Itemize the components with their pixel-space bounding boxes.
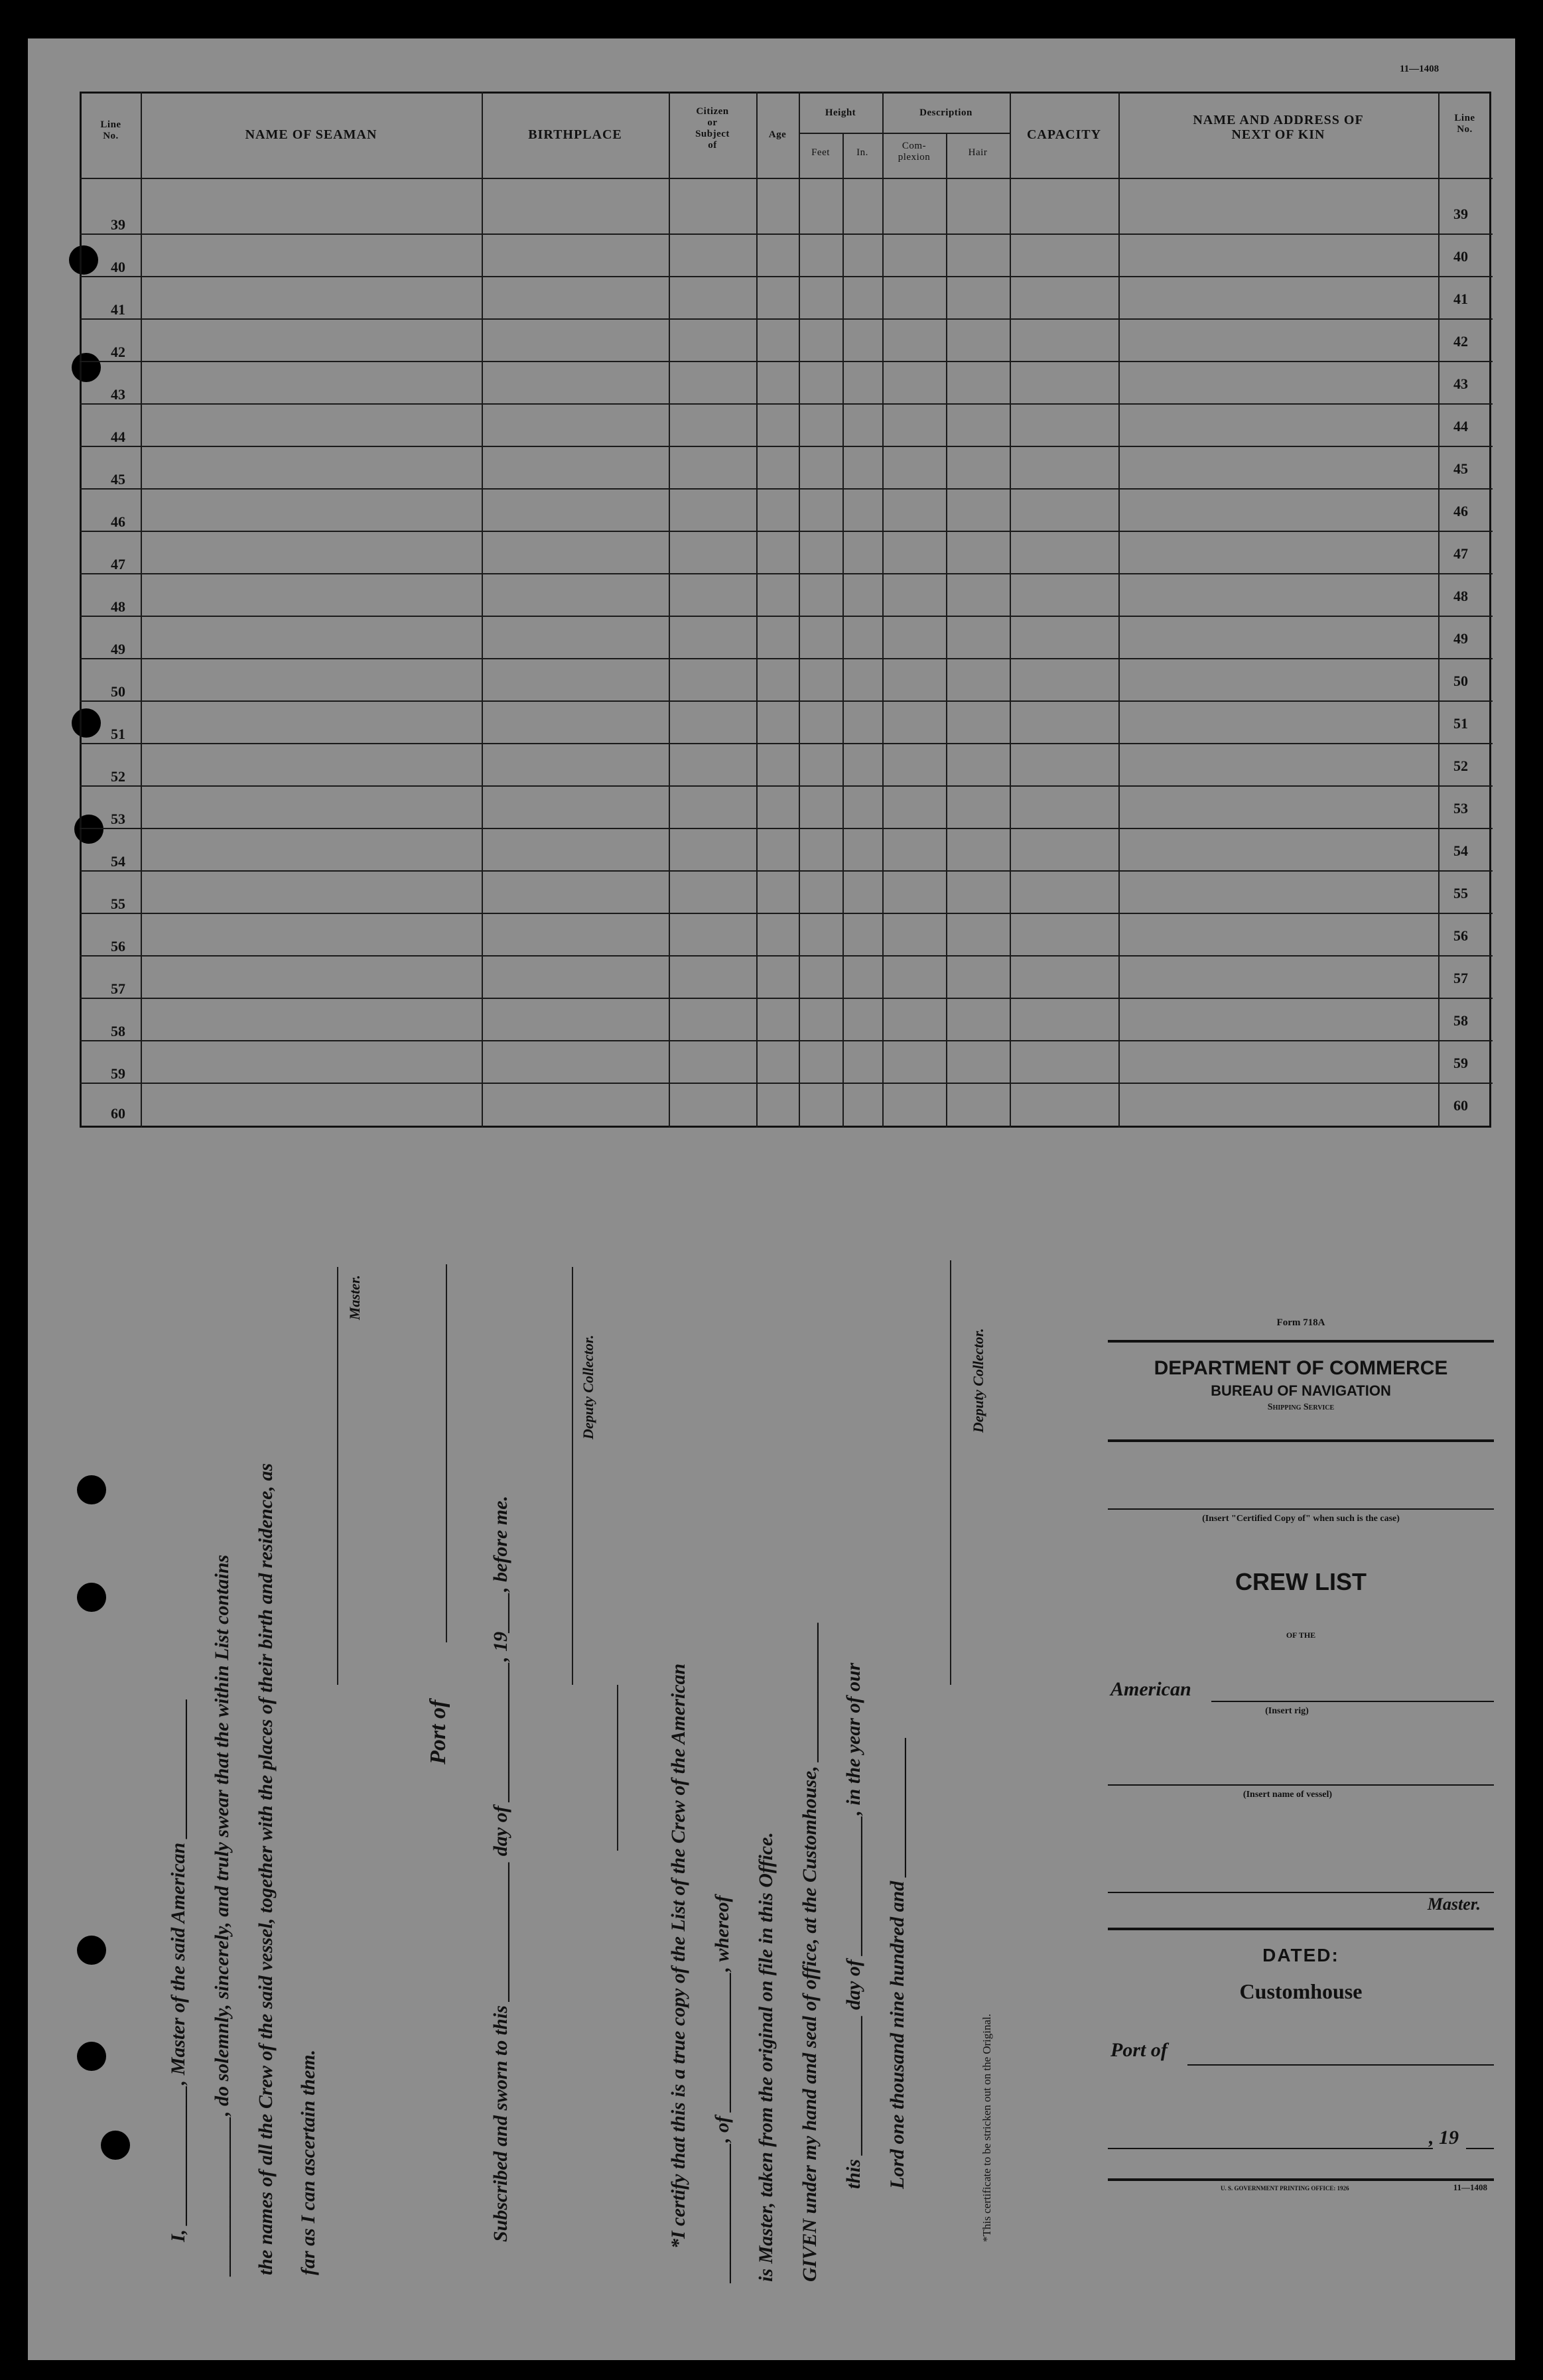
column-divider [669,92,670,1128]
cover-port-of: Port of [1110,2039,1168,2061]
row-rule [80,955,1493,957]
line-number-right: 39 [1453,206,1468,222]
punch-hole [77,1475,106,1504]
column-divider [1118,92,1120,1128]
deputy-collector-label-1: Deputy Collector. [580,1335,596,1439]
oath-subscribed: Subscribed and sworn to this ______________ day of ______________, 19____, before me. [490,1495,511,2242]
line-number-left: 53 [111,811,125,827]
row-rule [80,276,1493,277]
cover-service: Shipping Service [1267,1402,1335,1412]
row-rule [80,446,1493,447]
row-rule [80,318,1493,320]
certificate-line-5: this ______________ day of ______________, in the year of our [842,1662,864,2189]
line-number-left: 57 [111,980,125,997]
height-subheader-rule [799,133,1010,134]
header-capacity: CAPACITY [1026,127,1102,142]
row-rule [80,828,1493,829]
cover-form-number-bottom: 11—1408 [1453,2182,1487,2192]
oath-port-of: Port of [426,1699,450,1764]
row-rule [80,998,1493,999]
line-number-left: 43 [111,386,125,403]
deputy-collector-label-2: Deputy Collector. [970,1328,986,1433]
column-divider [946,133,947,1128]
deputy-collector-line-1 [572,1267,573,1685]
column-divider [882,92,884,1128]
line-number-left: 54 [111,853,125,870]
header-age: Age [768,129,787,140]
cover-gpo: U. S. GOVERNMENT PRINTING OFFICE: 1926 [1221,2185,1349,2192]
row-rule [80,403,1493,405]
column-divider [141,92,142,1128]
line-number-left: 40 [111,259,125,275]
line-number-left: 42 [111,344,125,360]
line-number-right: 50 [1453,673,1468,689]
header-birthplace: BIRTHPLACE [528,127,622,142]
cover-certified-line [1108,1508,1494,1510]
certificate-footnote: *This certificate to be stricken out on the Original. [980,2013,993,2242]
row-rule [80,488,1493,490]
cover-rule [1108,1928,1494,1930]
header-line-no-right: Line No. [1454,113,1475,135]
punch-hole [77,1936,106,1965]
line-number-right: 44 [1453,418,1468,434]
cover-master: Master. [1427,1894,1481,1914]
column-divider [1010,92,1011,1128]
line-number-right: 55 [1453,885,1468,901]
column-divider [842,133,844,1128]
cover-rule [1108,1439,1494,1442]
line-number-left: 60 [111,1105,125,1122]
line-number-left: 50 [111,683,125,700]
row-rule [80,785,1493,787]
line-number-left: 46 [111,513,125,530]
column-divider [482,92,483,1128]
row-rule [80,700,1493,702]
line-number-left: 58 [111,1023,125,1039]
row-rule [80,913,1493,914]
row-rule [80,1040,1493,1041]
cover-rig-line [1211,1701,1494,1702]
row-rule [80,573,1493,574]
row-rule [80,361,1493,362]
line-number-right: 57 [1453,970,1468,986]
punch-hole [77,2042,106,2071]
master-signature-line [337,1267,338,1685]
cover-master-line [1108,1892,1494,1893]
cover-insert-certified: (Insert "Certified Copy of" when such is the case) [1202,1514,1400,1524]
form-number-top: 11—1408 [1400,64,1440,74]
row-rule [80,616,1493,617]
line-number-right: 56 [1453,927,1468,944]
deputy-collector-line-2 [950,1260,951,1685]
separator-line [617,1685,618,1851]
line-number-left: 39 [111,216,125,233]
line-number-right: 60 [1453,1097,1468,1114]
line-number-right: 49 [1453,630,1468,647]
row-rule [80,870,1493,872]
line-number-right: 59 [1453,1055,1468,1071]
row-rule [80,1083,1493,1084]
certificate-line-3: is Master, taken from the original on file in this Office. [755,1832,777,2282]
oath-line-4: far as I can ascertain them. [297,2049,319,2275]
line-number-right: 46 [1453,503,1468,519]
line-number-left: 48 [111,598,125,615]
line-number-left: 49 [111,641,125,657]
cover-of-the: OF THE [1286,1630,1316,1640]
line-number-right: 54 [1453,842,1468,859]
cover-department: DEPARTMENT OF COMMERCE [1154,1357,1448,1379]
line-number-left: 59 [111,1065,125,1082]
row-rule [80,658,1493,659]
line-number-right: 48 [1453,588,1468,604]
line-number-right: 47 [1453,545,1468,562]
cover-year-line [1466,2148,1494,2149]
cover-insert-rig: (Insert rig) [1265,1706,1309,1716]
line-number-right: 51 [1453,715,1468,732]
header-citizen: Citizen or Subject of [695,106,730,151]
cover-rule [1108,2178,1494,2181]
punch-hole [77,1583,106,1612]
header-next-of-kin: NAME AND ADDRESS OF NEXT OF KIN [1193,113,1364,142]
line-number-left: 44 [111,429,125,445]
header-line-no-left: Line No. [100,119,121,141]
line-number-left: 47 [111,556,125,572]
line-number-left: 45 [111,471,125,488]
line-number-right: 41 [1453,291,1468,307]
header-hair: Hair [968,147,988,158]
cover-rule [1108,1340,1494,1343]
cover-port-line [1187,2064,1494,2066]
header-inches: In. [856,147,868,158]
oath-master-label: Master. [346,1275,363,1320]
cover-customhouse: Customhouse [1239,1979,1363,2003]
cover-insert-vessel: (Insert name of vessel) [1242,1790,1333,1800]
column-divider [799,92,800,1128]
certificate-line-1: *I certify that this is a true copy of the List of the Crew of the American [667,1663,689,2249]
line-number-left: 56 [111,938,125,955]
cover-dated: DATED: [1262,1945,1339,1965]
header-feet: Feet [811,147,830,158]
column-divider [756,92,758,1128]
line-number-left: 51 [111,726,125,742]
oath-line-3: the names of all the Crew of the said vessel, together with the places of their birth and residence, as [255,1463,277,2275]
line-number-right: 58 [1453,1012,1468,1029]
oath-line-2: ________________, do solemnly, sincerely, and truly swear that the within List contains [211,1554,233,2275]
cover-date-line [1108,2148,1433,2149]
header-rule [80,178,1493,179]
oath-line-1: I, ______________, Master of the said American ______________ [167,1698,189,2242]
cover-bureau: BUREAU OF NAVIGATION [1211,1382,1391,1399]
column-divider [1438,92,1440,1128]
line-number-right: 43 [1453,375,1468,392]
line-number-right: 42 [1453,333,1468,350]
crew-table [80,92,1491,1128]
row-rule [80,531,1493,532]
punch-hole [101,2131,130,2160]
line-number-right: 53 [1453,800,1468,817]
line-number-left: 52 [111,768,125,785]
line-number-right: 40 [1453,248,1468,265]
row-rule [80,233,1493,235]
line-number-left: 41 [111,301,125,318]
header-description: Description [919,107,973,118]
certificate-line-2: ______________, of ______________, whereof [711,1895,733,2282]
cover-year: , 19 [1429,2127,1459,2149]
line-number-right: 45 [1453,460,1468,477]
port-of-line [446,1264,447,1642]
cover-crew-list: CREW LIST [1235,1568,1367,1595]
line-number-left: 55 [111,895,125,912]
certificate-line-4: GIVEN under my hand and seal of office, at the Customhouse, ______________ [799,1621,821,2282]
row-rule [80,743,1493,744]
header-height: Height [825,107,856,118]
header-name-of-seaman: NAME OF SEAMAN [245,127,377,142]
cover-american: American [1110,1678,1191,1700]
header-complexion: Com- plexion [898,141,931,163]
certificate-line-6: Lord one thousand nine hundred and ______________ [886,1737,908,2189]
cover-form-label: Form 718A [1276,1317,1325,1328]
cover-vessel-line [1108,1784,1494,1786]
line-number-right: 52 [1453,758,1468,774]
